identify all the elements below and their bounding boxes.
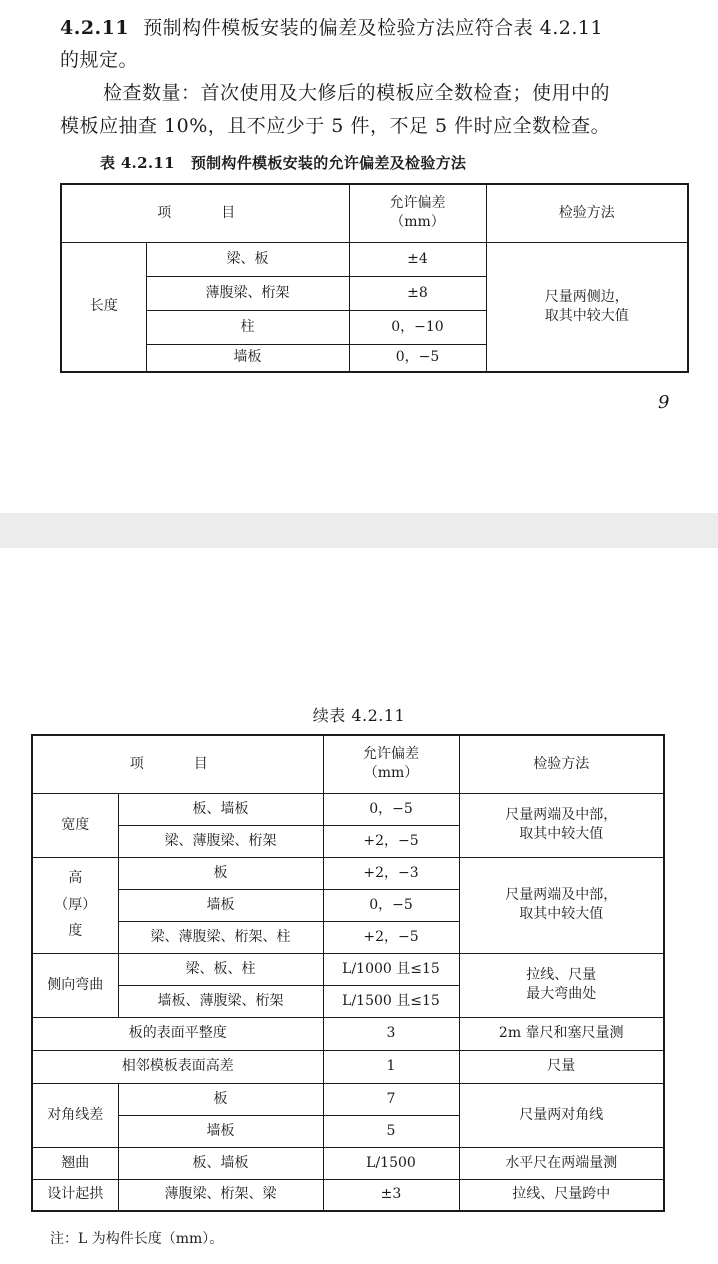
table-caption: 表 4.2.11 预制构件模板安装的允许偏差及检验方法 (100, 154, 467, 172)
method-cell: 尺量 (459, 1050, 664, 1083)
tolerance-table-1 (60, 183, 689, 373)
table-row (32, 1147, 664, 1179)
header-method: 检验方法 (459, 735, 664, 793)
table-row (32, 793, 664, 825)
group-label: 对角线差 (32, 1083, 118, 1147)
tolerance-value: L/1500 (323, 1147, 459, 1179)
tolerance-table-continued (31, 734, 665, 1212)
sub-item: 薄腹梁、桁架 (146, 276, 349, 310)
sub-item: 板 (118, 857, 323, 889)
tolerance-value: 1 (323, 1050, 459, 1083)
sub-item: 墙板、薄腹梁、桁架 (118, 985, 323, 1017)
check-quantity-line-1: 检查数量：首次使用及大修后的模板应全数检查；使用中的 (103, 82, 611, 104)
tolerance-value: ±3 (323, 1179, 459, 1211)
sub-item: 板 (118, 1083, 323, 1115)
continued-table-caption: 续表 4.2.11 (312, 706, 406, 725)
check-quantity-line-2: 模板应抽查 10%，且不应少于 5 件，不足 5 件时应全数检查。 (60, 115, 611, 137)
table-row (32, 857, 664, 889)
item-label: 相邻模板表面高差 (32, 1050, 323, 1083)
clause-number: 4.2.11 (60, 17, 130, 39)
tolerance-value: 0，−5 (349, 344, 486, 372)
table-header-row (32, 735, 664, 793)
tolerance-value: +2，−5 (323, 921, 459, 953)
header-item: 项 目 (32, 735, 323, 793)
table-row (32, 1083, 664, 1115)
group-label: 高 （厚） 度 (32, 857, 118, 953)
table-row (32, 953, 664, 985)
sub-item: 梁、板、柱 (118, 953, 323, 985)
group-label: 设计起拱 (32, 1179, 118, 1211)
table-row (61, 242, 688, 276)
sub-item: 薄腹梁、桁架、梁 (118, 1179, 323, 1211)
page-gap (0, 513, 718, 548)
group-label: 宽度 (32, 793, 118, 857)
method-cell: 尺量两端及中部， 取其中较大值 (459, 857, 664, 953)
tolerance-value: +2，−3 (323, 857, 459, 889)
tolerance-value: ±4 (349, 242, 486, 276)
tolerance-value: +2，−5 (323, 825, 459, 857)
sub-item: 墙板 (118, 1115, 323, 1147)
page-2 (0, 548, 718, 1264)
tolerance-value: 0，−5 (323, 889, 459, 921)
table-row (32, 1017, 664, 1050)
header-tolerance: 允许偏差 （mm） (323, 735, 459, 793)
tolerance-value: 3 (323, 1017, 459, 1050)
method-cell: 拉线、尺量 最大弯曲处 (459, 953, 664, 1017)
header-tolerance: 允许偏差 （mm） (349, 184, 486, 242)
table-header-row (61, 184, 688, 242)
method-cell: 尺量两对角线 (459, 1083, 664, 1147)
tolerance-value: 0，−10 (349, 310, 486, 344)
tolerance-value: 5 (323, 1115, 459, 1147)
table-note: 注：L 为构件长度（mm）。 (50, 1231, 224, 1247)
tolerance-value: ±8 (349, 276, 486, 310)
page-number: 9 (658, 392, 670, 413)
method-cell: 尺量两侧边， 取其中较大值 (486, 242, 688, 372)
method-cell: 2m 靠尺和塞尺量测 (459, 1017, 664, 1050)
tolerance-value: 0，−5 (323, 793, 459, 825)
sub-item: 梁、板 (146, 242, 349, 276)
tolerance-value: 7 (323, 1083, 459, 1115)
method-cell: 尺量两端及中部， 取其中较大值 (459, 793, 664, 857)
sub-item: 墙板 (118, 889, 323, 921)
clause-line-2: 的规定。 (60, 49, 139, 71)
clause-line-1: 4.2.11 预制构件模板安装的偏差及检验方法应符合表 4.2.11 (60, 17, 604, 39)
sub-item: 板、墙板 (118, 1147, 323, 1179)
method-cell: 拉线、尺量跨中 (459, 1179, 664, 1211)
sub-item: 板、墙板 (118, 793, 323, 825)
header-item: 项 目 (61, 184, 349, 242)
tolerance-value: L/1000 且≤15 (323, 953, 459, 985)
method-cell: 水平尺在两端量测 (459, 1147, 664, 1179)
group-label: 长度 (61, 242, 146, 372)
group-label: 翘曲 (32, 1147, 118, 1179)
sub-item: 梁、薄腹梁、桁架 (118, 825, 323, 857)
sub-item: 梁、薄腹梁、桁架、柱 (118, 921, 323, 953)
header-method: 检验方法 (486, 184, 688, 242)
table-row (32, 1179, 664, 1211)
page-1 (0, 0, 718, 513)
sub-item: 柱 (146, 310, 349, 344)
group-label: 侧向弯曲 (32, 953, 118, 1017)
table-row (32, 1050, 664, 1083)
item-label: 板的表面平整度 (32, 1017, 323, 1050)
tolerance-value: L/1500 且≤15 (323, 985, 459, 1017)
sub-item: 墙板 (146, 344, 349, 372)
